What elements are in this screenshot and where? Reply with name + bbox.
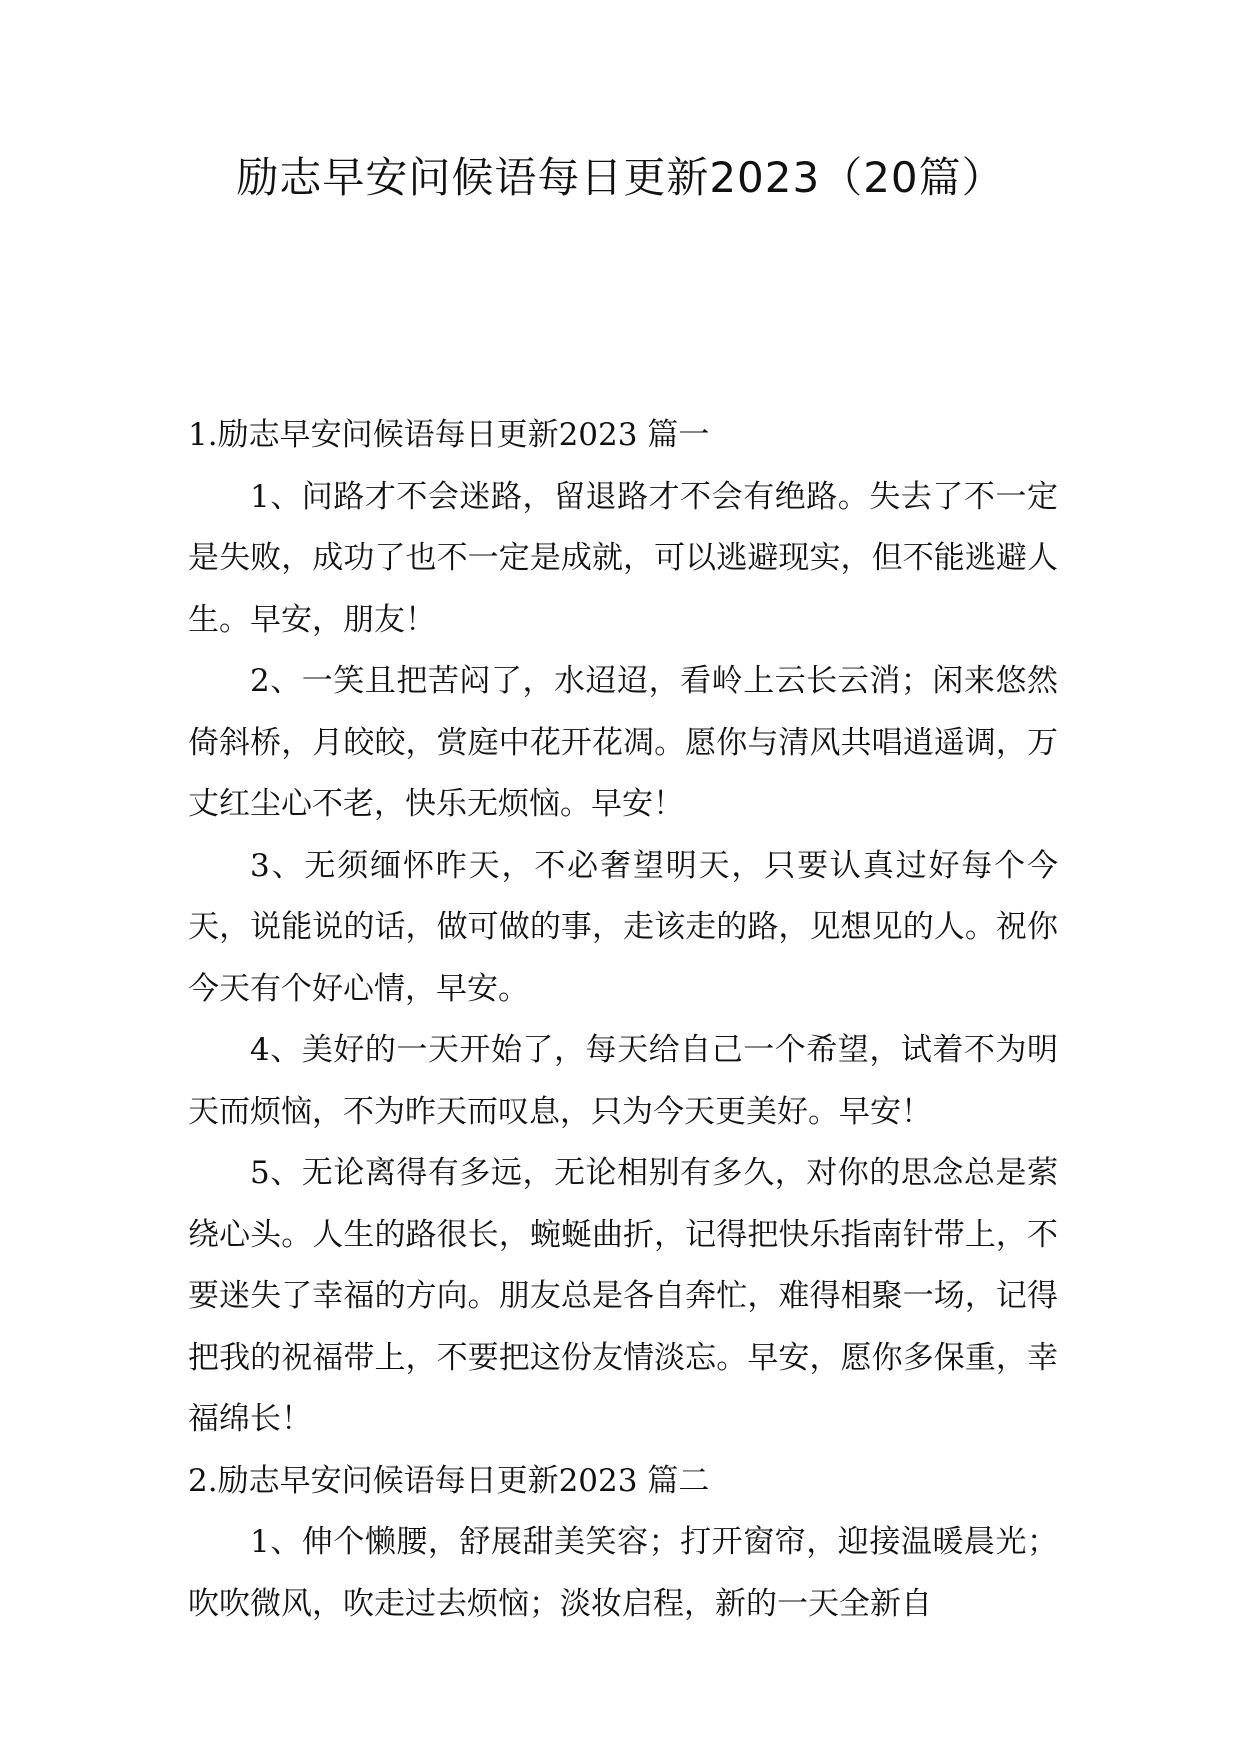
paragraph: 5、无论离得有多远，无论相别有多久，对你的思念总是萦绕心头。人生的路很长，蜿蜒曲折，记得把快乐指南针带上，不要迷失了幸福的方向。朋友总是各自奔忙，难得相聚一场，记得把我的祝福带上，不要把这份友情淡忘。早安，愿你多保重，幸福绵长！ (188, 1155, 1058, 1437)
section-heading: 2.励志早安问候语每日更新2023 篇二 (188, 1462, 710, 1499)
document-title: 励志早安问候语每日更新2023（20篇） (236, 153, 1005, 202)
paragraph: 1、问路才不会迷路，留退路才不会有绝路。失去了不一定是失败，成功了也不一定是成就，可以逃避现实，但不能逃避人生。早安，朋友！ (188, 478, 1058, 638)
paragraph: 2、一笑且把苦闷了，水迢迢，看岭上云长云消；闲来悠然倚斜桥，月皎皎，赏庭中花开花凋。愿你与清风共唱逍遥调，万丈红尘心不老，快乐无烦恼。早安！ (188, 663, 1058, 822)
document-body (188, 405, 1058, 1635)
paragraph: 1、伸个懒腰，舒展甜美笑容；打开窗帘，迎接温暖晨光；吹吹微风，吹走过去烦恼；淡妆启程，新的一天全新自 (188, 1524, 1058, 1622)
paragraph: 4、美好的一天开始了，每天给自己一个希望，试着不为明天而烦恼，不为昨天而叹息，只为今天更美好。早安！ (188, 1032, 1058, 1130)
paragraph: 3、无须缅怀昨天，不必奢望明天，只要认真过好每个今天，说能说的话，做可做的事，走该走的路，见想见的人。祝你今天有个好心情，早安。 (188, 847, 1058, 1007)
section-heading: 1.励志早安问候语每日更新2023 篇一 (188, 417, 710, 453)
